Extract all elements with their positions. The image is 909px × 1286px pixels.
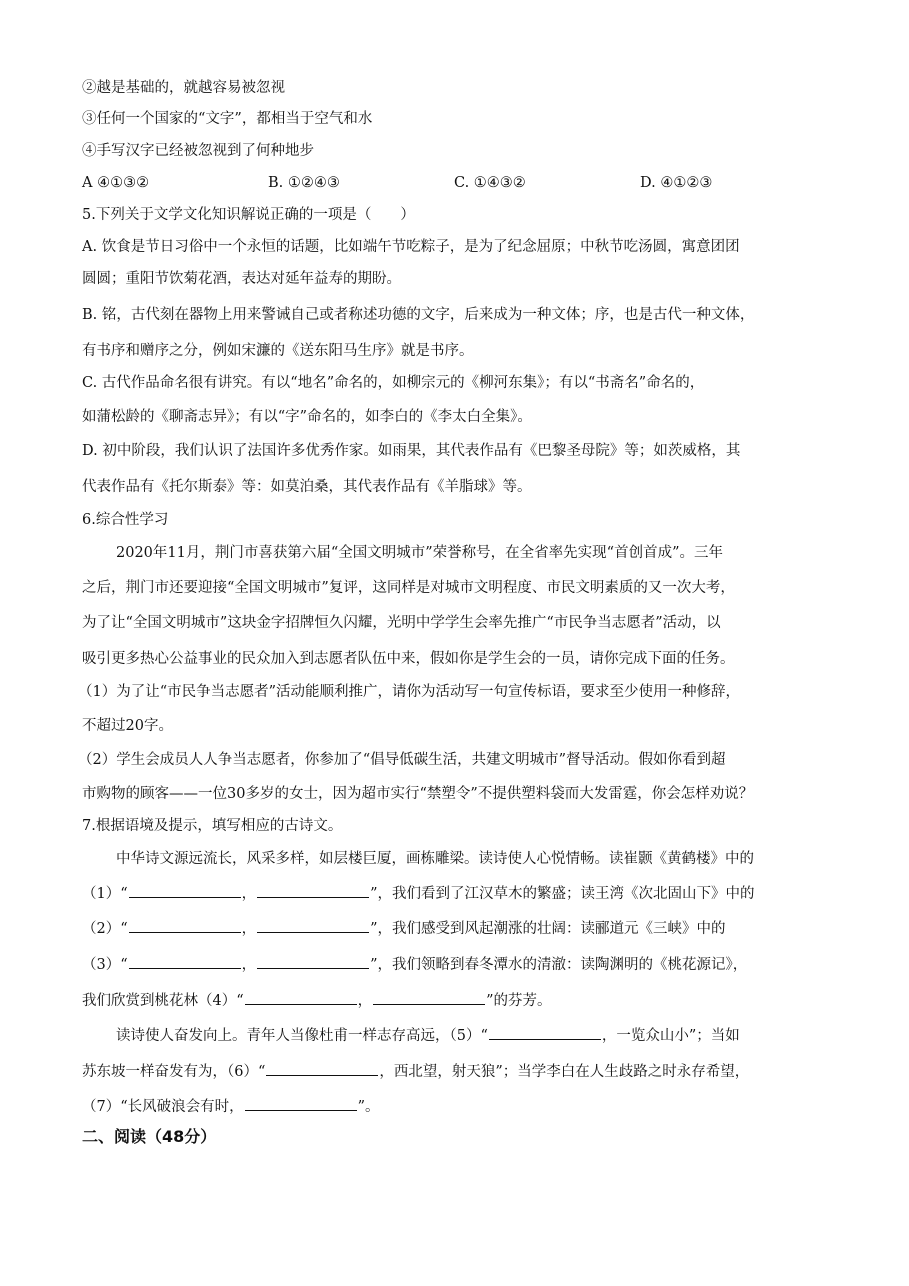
q5-stem: 5.下列关于文学文化知识解说正确的一项是（ ） xyxy=(82,207,415,223)
q4-option-d[interactable]: D. ④①②③ xyxy=(640,175,713,191)
q7-line-7: （7）“长风破浪会有时， ”。 xyxy=(82,1096,842,1117)
q4-option-a[interactable]: A ④①③② xyxy=(82,175,150,191)
section-2-title: 二、阅读（48分） xyxy=(82,1127,217,1146)
q6-paragraph-line: 之后，荆门市还要迎接“全国文明城市”复评，这同样是对城市文明程度、市民文明素质的又一次大考， xyxy=(82,580,735,596)
answer-blank[interactable] xyxy=(245,1096,357,1111)
q6-task-2: （2）学生会成员人人争当志愿者，你参加了“倡导低碳生活，共建文明城市”督导活动。假如你看到超 xyxy=(78,752,726,768)
q7-line-5: 读诗使人奋发向上。青年人当像杜甫一样志存高远，（5）“ ，一览众山小”；当如 xyxy=(116,1025,876,1046)
q6-task-1: （1）为了让“市民争当志愿者”活动能顺利推广，请你为活动写一句宣传标语，要求至少使用一种修辞， xyxy=(78,684,741,700)
q6-task-2-cont: 市购物的顾客——一位30多岁的女士，因为超市实行“禁塑令”不提供塑料袋而大发雷霆，你会怎样劝说？ xyxy=(82,786,754,802)
q5-option-a-cont: 圆圆；重阳节饮菊花酒，表达对延年益寿的期盼。 xyxy=(82,271,401,287)
q6-task-1-cont: 不超过20字。 xyxy=(82,718,173,734)
q5-option-b-cont: 有书序和赠序之分，例如宋濂的《送东阳马生序》就是书序。 xyxy=(82,343,474,359)
q7-line-2: （2）“ ， ”，我们感受到风起潮涨的壮阔：读郦道元《三峡》中的 xyxy=(82,918,842,939)
q4-item-2: ②越是基础的，就越容易被忽视 xyxy=(82,80,285,96)
q6-paragraph-line: 2020年11月，荆门市喜获第六届“全国文明城市”荣誉称号，在全省率先实现“首创首成”。三年 xyxy=(116,545,724,561)
answer-blank[interactable] xyxy=(257,954,369,969)
q5-option-d-cont: 代表作品有《托尔斯泰》等：如莫泊桑，其代表作品有《羊脂球》等。 xyxy=(82,479,532,495)
q4-option-c[interactable]: C. ①④③② xyxy=(454,175,526,191)
q5-option-d[interactable]: D. 初中阶段，我们认识了法国许多优秀作家。如雨果，其代表作品有《巴黎圣母院》等；如茨威格，其 xyxy=(82,443,741,459)
q7-line-3: （3）“ ， ”，我们领略到春冬潭水的清澈：读陶渊明的《桃花源记》， xyxy=(82,954,842,975)
q5-option-c[interactable]: C. 古代作品命名很有讲究。有以“地名”命名的，如柳宗元的《柳河东集》；有以“书斋名”命名的， xyxy=(82,375,705,391)
q6-stem: 6.综合性学习 xyxy=(82,512,169,528)
answer-blank[interactable] xyxy=(257,883,369,898)
q5-option-b[interactable]: B. 铭，古代刻在器物上用来警诫自己或者称述功德的文字，后来成为一种文体；序，也是古代一种文体， xyxy=(82,307,755,323)
q7-line-1: （1）“ ， ”，我们看到了江汉草木的繁盛；读王湾《次北固山下》中的 xyxy=(82,883,842,904)
q7-stem: 7.根据语境及提示，填写相应的古诗文。 xyxy=(82,818,343,834)
q6-paragraph-line: 为了让“全国文明城市”这块金字招牌恒久闪耀，光明中学学生会率先推广“市民争当志愿者”活动，以 xyxy=(82,615,721,631)
answer-blank[interactable] xyxy=(245,990,357,1005)
q4-item-3: ③任何一个国家的“文字”，都相当于空气和水 xyxy=(82,111,373,127)
q5-option-a[interactable]: A. 饮食是节日习俗中一个永恒的话题，比如端午节吃粽子，是为了纪念屈原；中秋节吃汤圆，寓意团团 xyxy=(82,239,740,255)
answer-blank[interactable] xyxy=(129,954,241,969)
q7-line-4: 我们欣赏到桃花林（4）“ ， ”的芬芳。 xyxy=(82,990,842,1011)
answer-blank[interactable] xyxy=(257,918,369,933)
answer-blank[interactable] xyxy=(489,1025,601,1040)
q4-item-4: ④手写汉字已经被忽视到了何种地步 xyxy=(82,143,314,159)
q5-option-c-cont: 如蒲松龄的《聊斋志异》；有以“字”命名的，如李白的《李太白全集》。 xyxy=(82,409,532,425)
answer-blank[interactable] xyxy=(129,883,241,898)
answer-blank[interactable] xyxy=(266,1061,378,1076)
answer-blank[interactable] xyxy=(373,990,485,1005)
q6-paragraph-line: 吸引更多热心公益事业的民众加入到志愿者队伍中来，假如你是学生会的一员，请你完成下面的任务。 xyxy=(82,651,735,667)
q4-option-b[interactable]: B. ①②④③ xyxy=(268,175,340,191)
answer-blank[interactable] xyxy=(129,918,241,933)
q7-intro: 中华诗文源远流长，风采多样，如层楼巨厦，画栋雕梁。读诗使人心悦情畅。读崔颢《黄鹤楼》中的 xyxy=(116,851,754,867)
q7-line-6: 苏东坡一样奋发有为，（6）“ ，西北望，射天狼”；当学李白在人生歧路之时永存希望， xyxy=(82,1061,842,1082)
